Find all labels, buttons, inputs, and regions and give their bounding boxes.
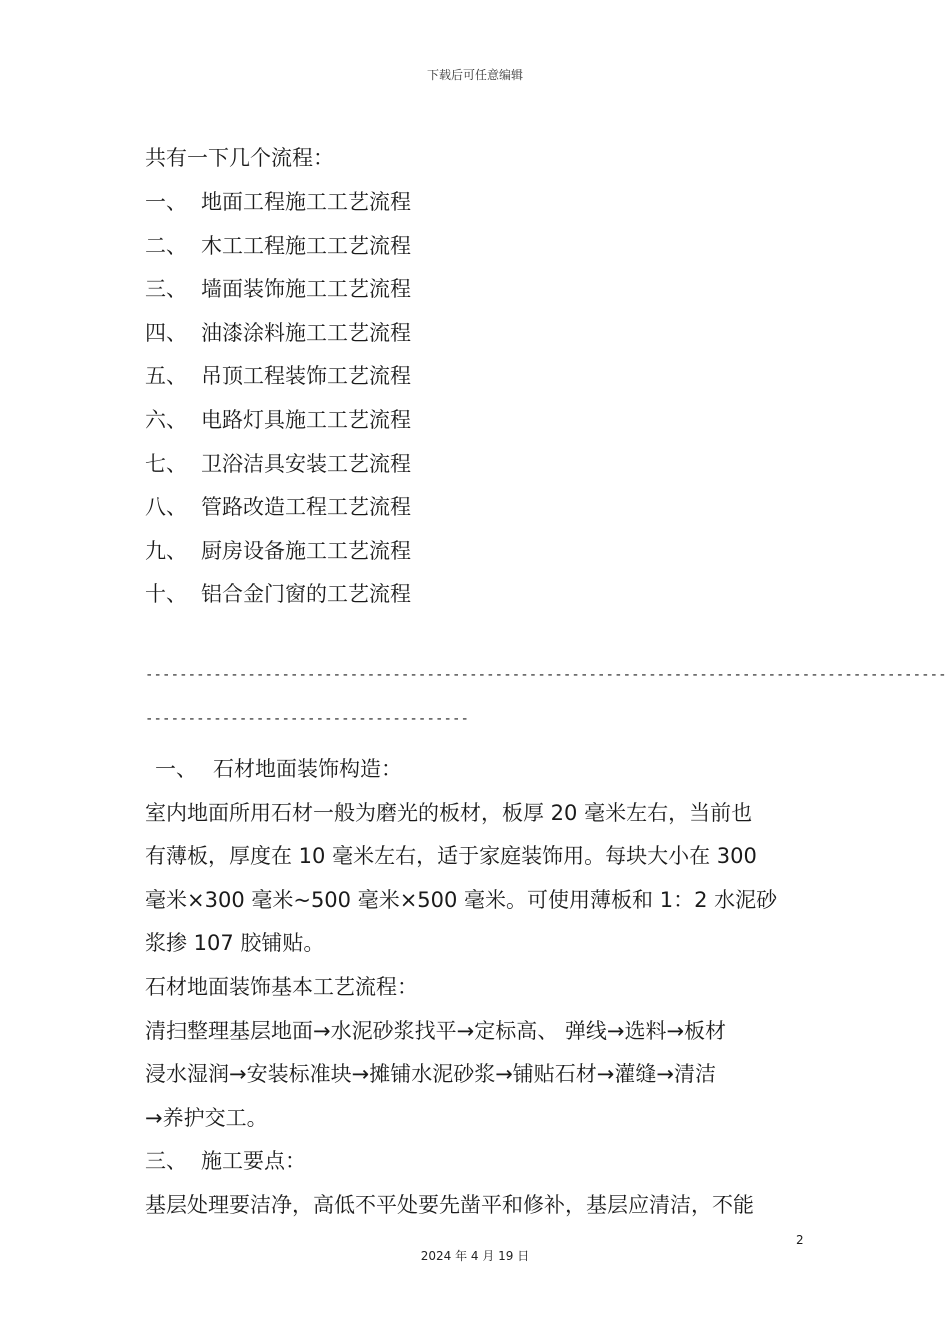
flow-heading: 石材地面装饰基本工艺流程： xyxy=(145,974,418,999)
list-item: 一、 地面工程施工工艺流程 xyxy=(145,190,411,214)
flow-paragraph: 清扫整理基层地面→水泥砂浆找平→定标高、 弹线→选料→板材 浸水湿润→安装标准块→摊铺水泥砂浆→铺贴石材→灌缝→清洁 →养护交工。 xyxy=(145,1018,727,1130)
section-heading-construction: 三、 施工要点： xyxy=(145,1149,306,1174)
paragraph: 基层处理要洁净，高低不平处要先凿平和修补，基层应清洁，不能 xyxy=(145,1192,754,1217)
list-item: 八、 管路改造工程工艺流程 xyxy=(145,495,411,520)
divider-line-continued: -------------------------------------- xyxy=(145,711,470,727)
paragraph: 室内地面所用石材一般为磨光的板材，板厚 20 毫米左右，当前也 有薄板，厚度在 10 毫米左右，适于家庭装饰用。每块大小在 300 毫米×300 毫米~500 毫米×500 毫米。可使用薄板和 1：2 水泥砂 浆掺 107 胶铺贴。 xyxy=(145,800,778,956)
flow-list xyxy=(145,181,805,617)
list-item: 七、 卫浴洁具安装工艺流程 xyxy=(145,451,411,476)
list-item: 六、 电路灯具施工工艺流程 xyxy=(145,407,411,432)
list-item: 三、 墙面装饰施工工艺流程 xyxy=(145,277,411,302)
list-item: 二、 木工工程施工工艺流程 xyxy=(145,233,411,258)
intro-text: 共有一下几个流程： xyxy=(145,146,334,170)
section-stone-floor xyxy=(145,748,805,1228)
section-heading: 一、 石材地面装饰构造： xyxy=(155,757,402,781)
page-number: 2 xyxy=(796,1233,804,1247)
page-header: 下载后可任意编辑 xyxy=(426,68,523,82)
page-footer-date: 2024 年 4 月 19 日 xyxy=(420,1249,530,1263)
list-item: 九、 厨房设备施工工艺流程 xyxy=(145,538,411,563)
list-item: 十、 铝合金门窗的工艺流程 xyxy=(145,582,411,607)
list-item: 五、 吊顶工程装饰工艺流程 xyxy=(145,364,411,389)
divider-line: ---------------------------------------------------------------------------------------------- xyxy=(145,667,947,683)
list-item: 四、 油漆涂料施工工艺流程 xyxy=(145,320,411,345)
